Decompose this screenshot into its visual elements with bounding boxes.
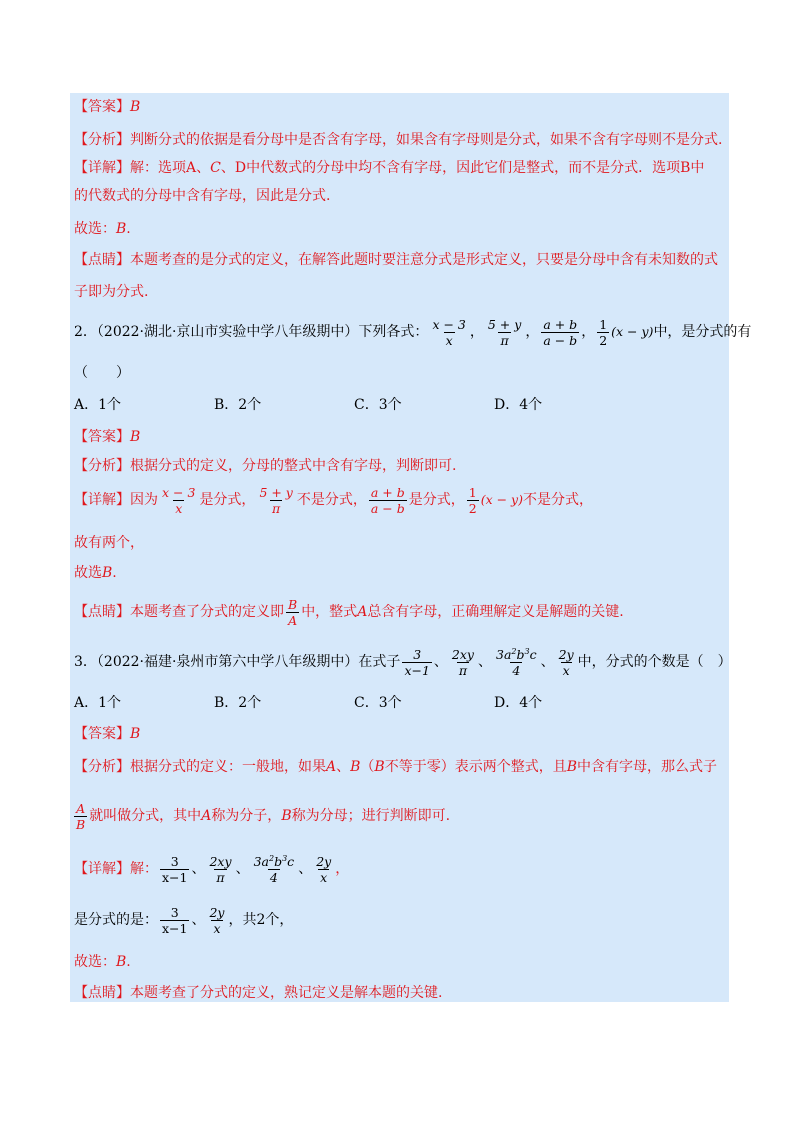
option-a-ref: A xyxy=(186,160,197,176)
detail-text: 故有两个， xyxy=(74,535,144,551)
analysis-text: 中含有字母，那么式子 xyxy=(577,759,718,775)
option-d-ref: D xyxy=(234,160,247,176)
option-c-ref: C xyxy=(210,160,221,176)
numerator: 1 xyxy=(599,316,608,332)
denominator: x xyxy=(213,920,221,936)
choose-text: 故选： xyxy=(74,221,116,237)
numerator: A xyxy=(76,800,86,816)
q1-detail-line-1 xyxy=(74,158,704,178)
q2-options xyxy=(74,395,634,415)
numerator: 1 xyxy=(468,484,477,500)
denominator: 2 xyxy=(599,332,608,348)
analysis-tag: 【分析】 xyxy=(74,759,130,775)
q1-analysis-line xyxy=(74,130,722,150)
option-a: A．1个 xyxy=(74,397,122,413)
comma: ， xyxy=(469,324,484,340)
period: . xyxy=(112,565,117,581)
q3-analysis-line-1 xyxy=(74,757,717,777)
detail-tag: 【详解】 xyxy=(74,160,130,176)
comment-tag: 【点睛】 xyxy=(74,604,130,620)
choose-value: B xyxy=(102,565,113,581)
q3-answer-line xyxy=(74,724,140,744)
fraction xyxy=(450,647,476,678)
comment-text: 本题考查了分式的定义即 xyxy=(130,604,284,620)
q3-choose-line xyxy=(74,952,131,972)
q2-detail-line xyxy=(74,484,593,516)
q2-analysis-line xyxy=(74,456,456,476)
q3-stem xyxy=(74,646,732,678)
comma: ， xyxy=(581,324,596,340)
denominator: x−1 xyxy=(404,662,430,678)
analysis-text: 根据分式的定义：一般地，如果 xyxy=(130,759,326,775)
separator: 、 xyxy=(191,861,206,877)
denominator: 4 xyxy=(512,662,521,678)
separator: 、 xyxy=(235,861,250,877)
analysis-text: 称为分子， xyxy=(211,808,282,824)
fraction xyxy=(74,801,87,832)
numerator: 3 xyxy=(413,646,422,662)
denominator: x−1 xyxy=(162,920,188,936)
q1-detail-line-2 xyxy=(74,186,330,206)
analysis-text: 就叫做分式，其中 xyxy=(89,808,202,824)
fraction xyxy=(369,485,407,516)
numerator: B xyxy=(288,596,298,612)
detail-text: 个， xyxy=(265,912,294,928)
q1-choose-line xyxy=(74,219,131,239)
question-stem: 3．（2022·福建·泉州市第六中学八年级期中）在式子 xyxy=(74,654,401,670)
variable: B xyxy=(350,759,361,775)
denominator: π xyxy=(272,500,281,516)
detail-text: 不是分式， xyxy=(523,492,593,508)
analysis-text: 判断分式的依据是看分母中是否含有字母，如果含有字母则是分式，如果不含有字母则不是分式. xyxy=(130,132,723,148)
answer-value: B xyxy=(130,429,141,445)
analysis-text: 不等于零）表示两个整式，且 xyxy=(384,759,567,775)
comma: ， xyxy=(335,861,350,877)
comment-text: 本题考查的是分式的定义，在解答此题时要注意分式是形式定义，只要是分母中含有未知数的式 xyxy=(130,252,718,268)
period: . xyxy=(126,221,131,237)
detail-text: 是分式， xyxy=(199,492,256,508)
numerator: 5 + y xyxy=(487,316,522,332)
total-count: 2 xyxy=(256,912,266,928)
numerator: 2y xyxy=(316,853,332,869)
numerator: a + b xyxy=(370,484,405,500)
fraction xyxy=(557,647,576,678)
question-stem: 中，分式的个数是（ ） xyxy=(577,654,732,670)
fraction xyxy=(160,485,197,516)
fraction xyxy=(160,854,189,885)
period: . xyxy=(126,954,131,970)
q2-count-line xyxy=(74,533,144,553)
fraction xyxy=(252,854,297,885)
expression: (x − y) xyxy=(611,324,654,339)
comment-text: 中，整式 xyxy=(301,604,358,620)
denominator: 4 xyxy=(269,869,278,885)
q2-choose-line xyxy=(74,563,117,583)
detail-text: 是分式的是： xyxy=(74,912,158,928)
answer-value: B xyxy=(130,726,141,742)
analysis-tag: 【分析】 xyxy=(74,458,130,474)
analysis-tag: 【分析】 xyxy=(74,132,130,148)
fraction xyxy=(257,485,294,516)
comment-text: 子即为分式. xyxy=(74,284,149,300)
question-stem: 中，是分式的有 xyxy=(653,324,752,340)
option-b: B．2个 xyxy=(214,397,262,413)
denominator: 2 xyxy=(468,500,477,516)
numerator: 3 xyxy=(170,904,179,920)
variable: B xyxy=(374,759,385,775)
variable: A xyxy=(326,759,337,775)
analysis-text: 称为分母；进行判断即可. xyxy=(291,808,451,824)
comment-tag: 【点睛】 xyxy=(74,252,130,268)
q3-options xyxy=(74,693,634,713)
separator: 、 xyxy=(191,912,206,928)
detail-text: 是分式， xyxy=(408,492,465,508)
comment-tag: 【点睛】 xyxy=(74,985,130,1001)
q3-comment-line xyxy=(74,983,442,1003)
fraction xyxy=(430,317,467,348)
separator: 、 xyxy=(220,160,235,176)
q3-detail-line xyxy=(74,852,349,886)
denominator: π xyxy=(500,332,509,348)
separator: 、 xyxy=(196,160,211,176)
variable: B xyxy=(281,808,292,824)
option-b: B．2个 xyxy=(214,695,262,711)
denominator: π xyxy=(216,869,225,885)
numerator: x − 3 xyxy=(162,484,196,500)
numerator: a + b xyxy=(543,316,578,332)
option-c: C．3个 xyxy=(354,397,402,413)
choose-text: 故选 xyxy=(74,565,102,581)
fraction xyxy=(207,854,233,885)
q2-answer-line xyxy=(74,427,140,447)
numerator: 2xy xyxy=(451,646,474,662)
analysis-text: 根据分式的定义，分母的整式中含有字母，判断即可. xyxy=(130,458,457,474)
numerator: 3 xyxy=(170,853,179,869)
fraction xyxy=(467,485,479,516)
denominator: x xyxy=(562,662,570,678)
fraction xyxy=(286,597,299,628)
q3-analysis-line-2 xyxy=(74,798,450,834)
numerator: 2y xyxy=(209,904,225,920)
choose-value: B xyxy=(116,221,127,237)
option-d: D．4个 xyxy=(494,397,543,413)
separator: 、 xyxy=(336,759,351,775)
detail-text: 解： xyxy=(130,861,158,877)
detail-tag: 【详解】 xyxy=(74,492,130,508)
denominator: x xyxy=(445,332,453,348)
separator: 、 xyxy=(433,654,448,670)
answer-tag: 【答案】 xyxy=(74,726,130,742)
separator: 、 xyxy=(540,654,555,670)
fraction xyxy=(207,905,226,936)
denominator: x xyxy=(175,500,183,516)
detail-text: 中 xyxy=(690,160,705,176)
numerator: 5 + y xyxy=(259,484,293,500)
fraction xyxy=(486,317,523,348)
option-b-ref: B xyxy=(680,160,691,176)
comma: ， xyxy=(525,324,540,340)
variable: B xyxy=(566,759,578,775)
numerator: 2y xyxy=(558,646,574,662)
question-stem: 2．（2022·湖北·京山市实验中学八年级期中）下列各式： xyxy=(74,324,429,340)
detail-text: 中代数式的分母中均不含有字母，因此它们是整式，而不是分式．选项 xyxy=(246,160,681,176)
expression: (x − y) xyxy=(480,492,523,507)
variable: A xyxy=(357,604,368,620)
separator: 、 xyxy=(298,861,313,877)
analysis-text: （ xyxy=(360,759,375,775)
option-a: A．1个 xyxy=(74,695,122,711)
q3-is-fraction-line xyxy=(74,903,293,937)
q2-stem xyxy=(74,316,751,348)
answer-value: B xyxy=(130,99,141,115)
answer-tag: 【答案】 xyxy=(74,429,130,445)
separator: 、 xyxy=(478,654,492,670)
fraction xyxy=(402,647,431,678)
choose-value: B xyxy=(116,954,127,970)
answer-blank: （ ） xyxy=(74,365,130,381)
fraction xyxy=(494,647,539,678)
option-d: D．4个 xyxy=(494,695,543,711)
fraction xyxy=(597,317,609,348)
detail-text: 解：选项 xyxy=(130,160,186,176)
detail-tag: 【详解】 xyxy=(74,861,130,877)
denominator: B xyxy=(76,816,86,832)
denominator: a − b xyxy=(543,332,578,348)
fraction xyxy=(160,905,189,936)
detail-text: 的代数式的分母中含有字母，因此是分式. xyxy=(74,188,331,204)
variable: A xyxy=(201,808,212,824)
numerator: x − 3 xyxy=(432,316,466,332)
numerator: $3a^2b^3c$ xyxy=(253,853,295,869)
fraction xyxy=(541,317,579,348)
q1-answer-line xyxy=(74,97,140,117)
q2-paren xyxy=(74,363,130,383)
denominator: x−1 xyxy=(162,869,188,885)
detail-text: 不是分式， xyxy=(296,492,367,508)
detail-text: 因为 xyxy=(130,492,158,508)
detail-text: ，共 xyxy=(228,912,257,928)
denominator: A xyxy=(288,612,298,628)
denominator: π xyxy=(458,662,468,678)
q2-comment-line xyxy=(74,596,624,628)
q1-comment-line-1 xyxy=(74,250,718,270)
choose-text: 故选： xyxy=(74,954,116,970)
denominator: a − b xyxy=(370,500,405,516)
numerator: $3a^2b^3c$ xyxy=(496,646,537,662)
fraction xyxy=(314,854,333,885)
comment-text: 本题考查了分式的定义，熟记定义是解本题的关键. xyxy=(130,985,443,1001)
denominator: x xyxy=(320,869,328,885)
comment-text: 总含有字母，正确理解定义是解题的关键. xyxy=(367,604,624,620)
numerator: 2xy xyxy=(209,853,232,869)
answer-tag: 【答案】 xyxy=(74,99,130,115)
option-c: C．3个 xyxy=(354,695,402,711)
q1-comment-line-2 xyxy=(74,282,148,302)
